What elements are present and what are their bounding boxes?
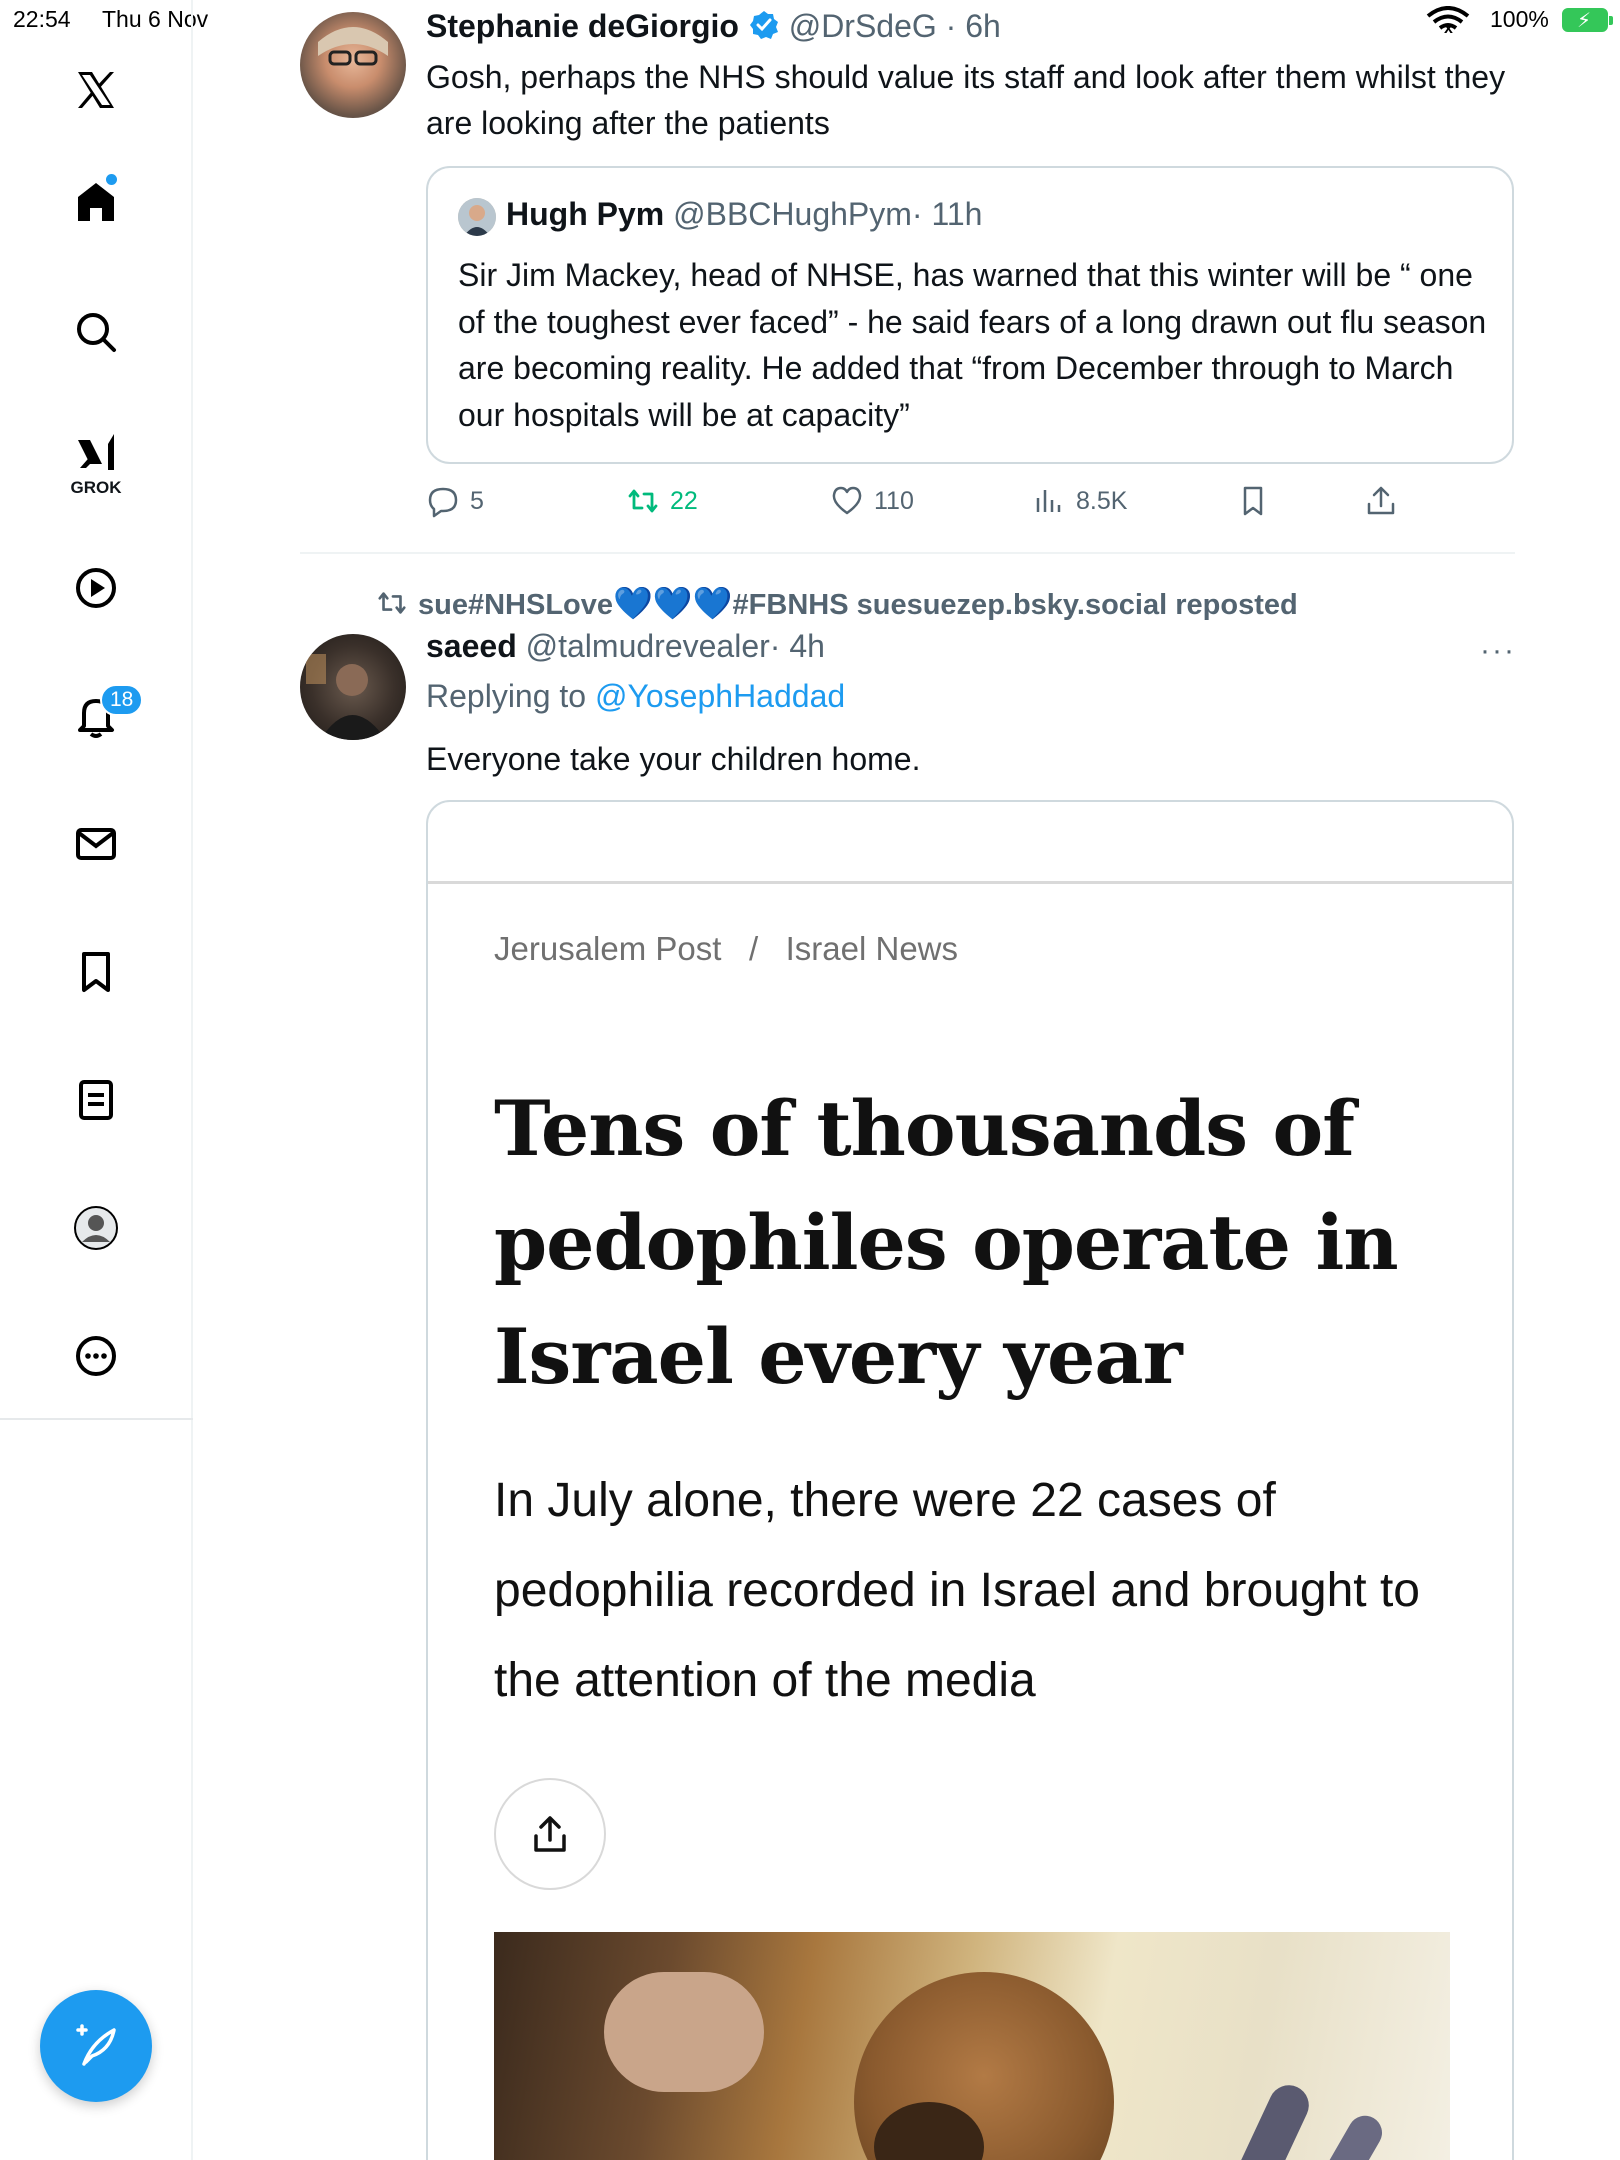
views-count: 8.5K bbox=[1076, 486, 1128, 515]
repost-attribution[interactable] bbox=[376, 584, 1298, 622]
home-icon[interactable] bbox=[66, 172, 126, 232]
tweet-separator bbox=[300, 552, 1515, 554]
tweet1-handle[interactable]: @DrSdeG bbox=[788, 8, 937, 44]
mail-icon[interactable] bbox=[66, 814, 126, 874]
replying-to bbox=[426, 678, 845, 715]
like-count: 110 bbox=[874, 486, 914, 515]
bookmark-icon[interactable] bbox=[66, 942, 126, 1002]
share-icon bbox=[528, 1812, 572, 1856]
photo-blur-shape bbox=[1314, 2110, 1388, 2160]
tweet1-author-name[interactable]: Stephanie deGiorgio bbox=[426, 8, 739, 44]
svg-text:x: x bbox=[1444, 20, 1453, 34]
tweet1-header bbox=[426, 8, 1001, 45]
card-subhead: In July alone, there were 22 cases of pedophilia recorded in Israel and brought to the attention of the media bbox=[494, 1474, 1420, 1707]
notification-badge: 18 bbox=[100, 684, 143, 716]
avatar-icon[interactable] bbox=[66, 1198, 126, 1258]
tweet1-avatar[interactable] bbox=[300, 12, 406, 118]
replying-mention[interactable]: @YosephHaddad bbox=[594, 678, 846, 714]
share-icon bbox=[1364, 484, 1398, 518]
x-logo-icon[interactable] bbox=[66, 60, 126, 120]
quote-handle: @BBCHughPym bbox=[673, 196, 912, 232]
home-unread-dot bbox=[106, 174, 117, 185]
views-icon bbox=[1032, 484, 1066, 518]
article-card[interactable] bbox=[426, 800, 1514, 2160]
photo-hand bbox=[604, 1972, 764, 2092]
tweet1-text: Gosh, perhaps the NHS should value its staff and look after them whilst they are looking after the patients bbox=[426, 59, 1506, 141]
views-button[interactable] bbox=[1032, 484, 1127, 518]
replying-prefix: Replying to bbox=[426, 678, 587, 714]
repost-icon bbox=[376, 587, 408, 619]
card-share-button[interactable] bbox=[494, 1778, 606, 1890]
quote-time: · 11h bbox=[911, 196, 983, 232]
status-time: 22:54 bbox=[13, 6, 71, 32]
card-top-bar bbox=[428, 802, 1512, 884]
tweet2-avatar[interactable] bbox=[300, 634, 406, 740]
bookmark-button[interactable] bbox=[1236, 484, 1270, 518]
tweet1-actions bbox=[426, 484, 1426, 524]
reply-count: 5 bbox=[470, 486, 484, 515]
grok-icon[interactable] bbox=[66, 424, 126, 484]
more-options-icon[interactable]: ··· bbox=[1480, 634, 1516, 667]
battery-percent: 100% bbox=[1490, 6, 1549, 32]
card-section: Israel News bbox=[785, 930, 959, 967]
heart-icon bbox=[830, 484, 864, 518]
status-date: Thu 6 Nov bbox=[102, 6, 209, 32]
more-circle-icon[interactable] bbox=[66, 1326, 126, 1386]
quote-author-name: Hugh Pym bbox=[506, 196, 665, 232]
blue-heart-icon: 💙💙💙 bbox=[613, 585, 733, 621]
quote-text: Sir Jim Mackey, head of NHSE, has warned that this winter will be “ one of the toughest ever faced” - he said fears of a long drawn out flu season are becoming reality. He added that “from December through to March our hospitals will be at capacity” bbox=[458, 257, 1487, 433]
breadcrumb-separator: / bbox=[730, 930, 777, 967]
card-headline: Tens of thousands of pedophiles operate in Israel every year bbox=[494, 1084, 1398, 1401]
repost-button[interactable] bbox=[626, 484, 698, 518]
article-icon[interactable] bbox=[66, 1070, 126, 1130]
wifi-icon bbox=[1424, 6, 1472, 34]
grok-label: GROK bbox=[70, 478, 122, 497]
photo-blur-shape bbox=[1233, 2079, 1316, 2160]
repost-suffix: #FBNHS suesuezep.bsky.social reposted bbox=[732, 589, 1298, 621]
bookmark-icon bbox=[1236, 484, 1270, 518]
sidebar bbox=[0, 0, 193, 2160]
card-breadcrumb bbox=[494, 930, 958, 968]
compose-icon bbox=[70, 2020, 122, 2072]
tweet2-handle[interactable]: @talmudrevealer bbox=[525, 628, 770, 664]
quote-avatar bbox=[458, 198, 496, 236]
tweet2-header bbox=[426, 628, 825, 665]
repost-icon bbox=[626, 484, 660, 518]
like-button[interactable] bbox=[830, 484, 914, 518]
reply-button[interactable] bbox=[426, 484, 484, 518]
card-source: Jerusalem Post bbox=[494, 930, 722, 967]
verified-badge-icon bbox=[748, 9, 780, 41]
repost-count: 22 bbox=[670, 486, 698, 515]
reply-icon bbox=[426, 484, 460, 518]
sidebar-divider bbox=[0, 1418, 193, 1420]
quote-header bbox=[506, 196, 982, 233]
compose-button[interactable] bbox=[40, 1990, 152, 2102]
card-photo bbox=[494, 1932, 1450, 2160]
tweet1-time[interactable]: · 6h bbox=[945, 8, 1001, 44]
play-icon[interactable] bbox=[66, 558, 126, 618]
search-icon[interactable] bbox=[66, 302, 126, 362]
battery-icon: ⚡ bbox=[1562, 8, 1608, 32]
tweet2-text: Everyone take your children home. bbox=[426, 741, 921, 777]
quoted-tweet[interactable] bbox=[426, 166, 1514, 464]
tweet2-time[interactable]: · 4h bbox=[769, 628, 825, 664]
share-button[interactable] bbox=[1364, 484, 1398, 518]
repost-by: sue#NHSLove bbox=[418, 589, 614, 621]
tweet2-author-name[interactable]: saeed bbox=[426, 628, 517, 664]
